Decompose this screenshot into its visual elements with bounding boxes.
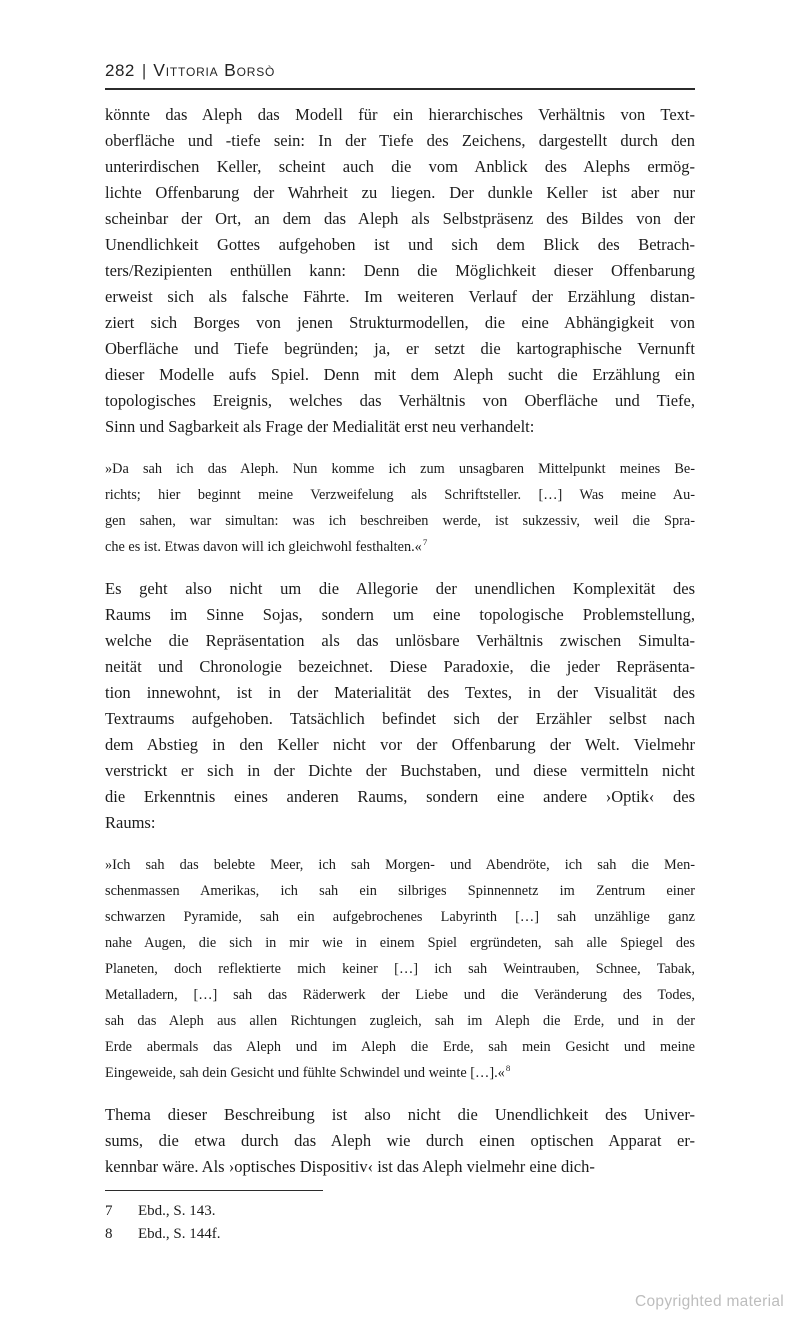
text-line: ters/Rezipienten enthüllen kann: Denn die Möglichkeit dieser Offenbarung xyxy=(105,261,695,280)
text-line: Unendlichkeit Gottes aufgehoben ist und sich dem Blick des Betrach- xyxy=(105,235,695,254)
text-line: erweist sich als falsche Fährte. Im weiteren Verlauf der Erzählung distan- xyxy=(105,287,695,306)
body-paragraph xyxy=(105,102,695,440)
text-line: scheinbar der Ort, an dem das Aleph als Selbstpräsenz des Bildes von der xyxy=(105,209,695,228)
page-body xyxy=(105,102,695,1180)
text-line: unterirdischen Keller, scheint auch die vom Anblick des Alephs ermög- xyxy=(105,157,695,176)
text-line: »Da sah ich das Aleph. Nun komme ich zum unsagbaren Mittelpunkt meines Be- xyxy=(105,461,695,477)
footnote-number: 8 xyxy=(105,1226,113,1242)
text-line: »Ich sah das belebte Meer, ich sah Morgen- und Abendröte, ich sah die Men- xyxy=(105,857,695,873)
text-line: Oberfläche und Tiefe begründen; ja, er setzt die kartographische Vernunft xyxy=(105,339,695,358)
text-line: verstrickt er sich in der Dichte der Buchstaben, und diese vermitteln nicht xyxy=(105,761,695,780)
text-line: Metalladern, […] sah das Räderwerk der Liebe und die Veränderung des Todes, xyxy=(105,987,695,1003)
text-line: Planeten, doch reflektierte mich keiner […] ich sah Weintrauben, Schnee, Tabak, xyxy=(105,961,695,977)
footnote-separator xyxy=(105,1190,323,1191)
page-number: 282 xyxy=(105,61,135,80)
text-line: kennbar wäre. Als ›optisches Dispositiv‹ ist das Aleph vielmehr eine dich- xyxy=(105,1157,595,1176)
text-line: Raums im Sinne Sojas, sondern um eine topologische Problemstellung, xyxy=(105,605,695,624)
footnote-item xyxy=(105,1223,695,1246)
text-line: neität und Chronologie bezeichnet. Diese Paradoxie, die jeder Repräsenta- xyxy=(105,657,695,676)
body-paragraph xyxy=(105,576,695,836)
footnote-reference: 7 xyxy=(422,537,428,548)
text-line: Es geht also nicht um die Allegorie der unendlichen Komplexität des xyxy=(105,579,695,598)
text-line: Erde abermals das Aleph und im Aleph die Erde, sah mein Gesicht und meine xyxy=(105,1039,695,1055)
block-quote xyxy=(105,852,695,1086)
footnotes-list xyxy=(105,1200,695,1246)
body-paragraph xyxy=(105,1102,695,1180)
text-line: Eingeweide, sah dein Gesicht und fühlte Schwindel und weinte […].«$^8$ xyxy=(105,1063,511,1081)
page-header xyxy=(105,60,695,90)
text-line: oberfläche und -tiefe sein: In der Tiefe des Zeichens, dargestellt durch den xyxy=(105,131,695,150)
text-line: lichte Offenbarung der Wahrheit zu liegen. Der dunkle Keller ist aber nur xyxy=(105,183,695,202)
text-line: nahe Augen, die sich in mir wie in einem Spiel ergründeten, sah alle Spiegel des xyxy=(105,935,695,951)
text-line: Thema dieser Beschreibung ist also nicht die Unendlichkeit des Univer- xyxy=(105,1105,695,1124)
footnote-item xyxy=(105,1200,695,1223)
text-line: dem Abstieg in den Keller nicht vor der Offenbarung der Welt. Vielmehr xyxy=(105,735,695,754)
text-line: Raums: xyxy=(105,813,156,832)
text-line: gen sahen, war simultan: was ich beschreiben werde, ist sukzessiv, weil die Spra- xyxy=(105,513,695,529)
text-line: topologisches Ereignis, welches das Verhältnis von Oberfläche und Tiefe, xyxy=(105,391,695,410)
footnote-number: 7 xyxy=(105,1203,113,1219)
text-line: schenmassen Amerikas, ich sah ein silbriges Spinnennetz im Zentrum einer xyxy=(105,883,695,899)
header-divider: | xyxy=(141,61,147,80)
text-line: che es ist. Etwas davon will ich gleichwohl festhalten.«$^7$ xyxy=(105,537,428,555)
footnotes-section xyxy=(105,1190,695,1246)
text-line: ziert sich Borges von jenen Strukturmodellen, die eine Abhängigkeit von xyxy=(105,313,695,332)
text-line: die Erkenntnis eines anderen Raums, sondern eine andere ›Optik‹ des xyxy=(105,787,695,806)
text-line: Textraums aufgehoben. Tatsächlich befindet sich der Erzähler selbst nach xyxy=(105,709,695,728)
text-line: tion innewohnt, ist in der Materialität des Textes, in der Visualität des xyxy=(105,683,695,702)
footnote-reference: 8 xyxy=(505,1063,511,1074)
text-line: richts; hier beginnt meine Verzweifelung als Schriftsteller. […] Was meine Au- xyxy=(105,487,695,503)
author-name: Vittoria Borsò xyxy=(153,60,276,80)
text-line: könnte das Aleph das Modell für ein hierarchisches Verhältnis von Text- xyxy=(105,105,695,124)
text-line: dieser Modelle aufs Spiel. Denn mit dem Aleph sucht die Erzählung ein xyxy=(105,365,695,384)
block-quote xyxy=(105,456,695,560)
watermark-text: Copyrighted material xyxy=(634,1293,784,1310)
text-line: sah das Aleph aus allen Richtungen zugleich, sah im Aleph die Erde, und in der xyxy=(105,1013,695,1029)
text-line: Sinn und Sagbarkeit als Frage der Medialität erst neu verhandelt: xyxy=(105,417,535,436)
text-line: welche die Repräsentation als das unlösbare Verhältnis zwischen Simulta- xyxy=(105,631,695,650)
text-line: sums, die etwa durch das Aleph wie durch einen optischen Apparat er- xyxy=(105,1131,695,1150)
text-line: schwarzen Pyramide, sah ein aufgebrochenes Labyrinth […] sah unzählige ganz xyxy=(105,909,695,925)
footnote-text: Ebd., S. 143. xyxy=(138,1203,216,1219)
footnote-text: Ebd., S. 144f. xyxy=(138,1226,221,1242)
